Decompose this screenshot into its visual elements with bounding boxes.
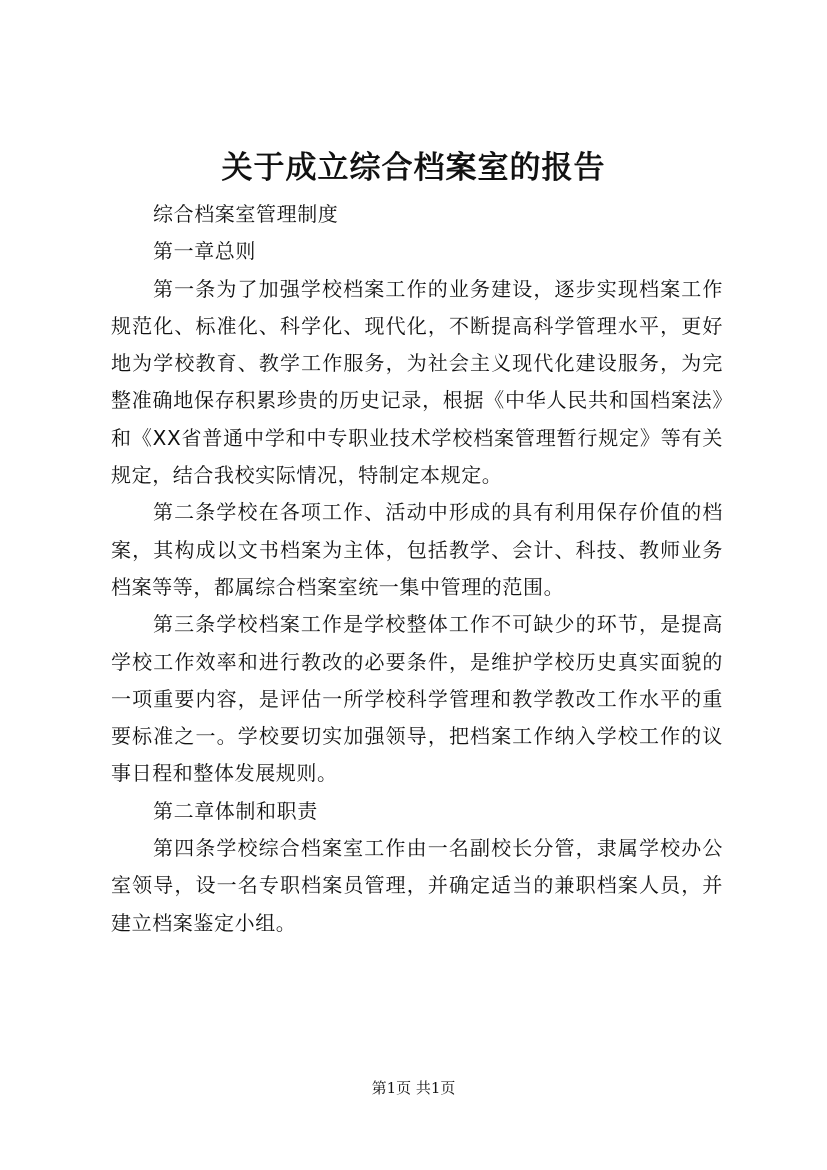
page-number-footer: 第1页 共1页 <box>371 1079 456 1097</box>
document-body <box>111 196 723 942</box>
section-heading: 综合档案室管理制度 <box>153 202 339 226</box>
article-paragraph: 第二条学校在各项工作、活动中形成的具有利用保存价值的档案，其构成以文书档案为主体，包括教学、会计、科技、教师业务档案等等，都属综合档案室统一集中管理的范围。 <box>111 500 723 599</box>
document-title: 关于成立综合档案室的报告 <box>221 150 606 186</box>
article-paragraph: 第一条为了加强学校档案工作的业务建设，逐步实现档案工作规范化、标准化、科学化、现代化，不断提高科学管理水平，更好地为学校教育、教学工作服务，为社会主义现代化建设服务，为完整准确地保存积累珍贵的历史记录，根据《中华人民共和国档案法》和《XX省普通中学和中专职业技术学校档案管理暂行规定》等有关规定，结合我校实际情况，特制定本规定。 <box>111 276 723 488</box>
chapter-heading: 第一章总则 <box>153 239 256 264</box>
article-paragraph: 第三条学校档案工作是学校整体工作不可缺少的环节，是提高学校工作效率和进行教改的必要条件，是维护学校历史真实面貌的一项重要内容，是评估一所学校科学管理和教学教改工作水平的重要标准之一。学校要切实加强领导，把档案工作纳入学校工作的议事日程和整体发展规则。 <box>111 612 723 786</box>
chapter-heading: 第二章体制和职责 <box>153 798 318 823</box>
article-paragraph: 第四条学校综合档案室工作由一名副校长分管，隶属学校办公室领导，设一名专职档案员管理，并确定适当的兼职档案人员，并建立档案鉴定小组。 <box>111 836 723 935</box>
